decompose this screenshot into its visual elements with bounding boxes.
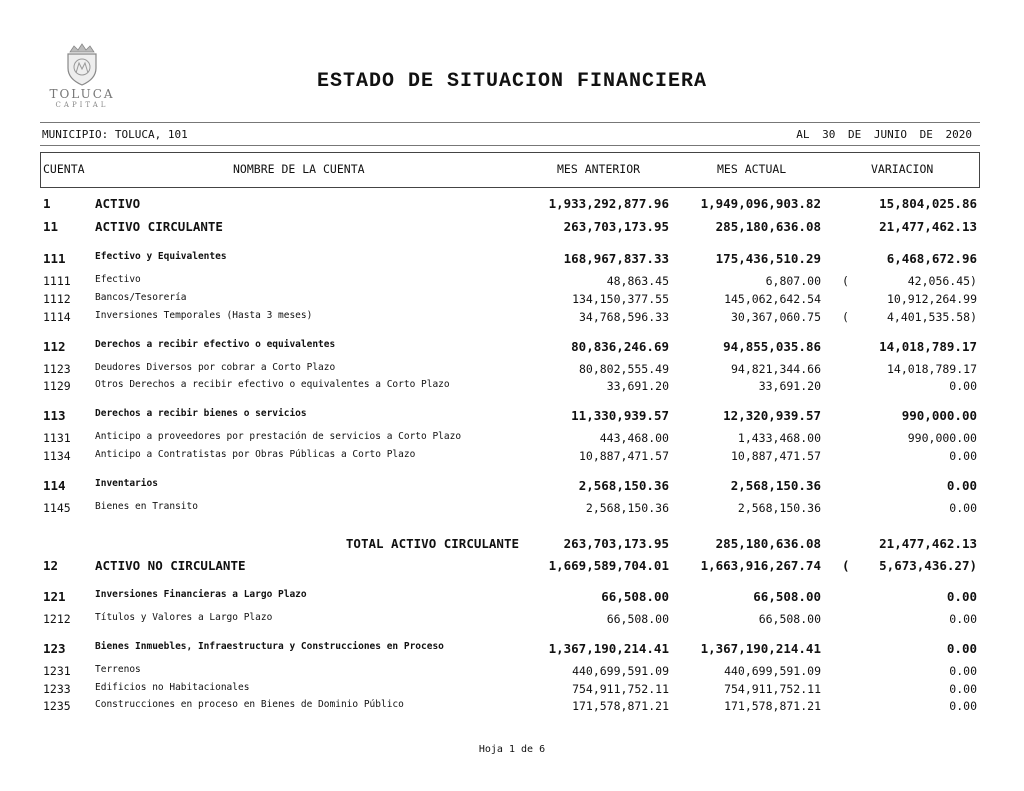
account-row (0, 478, 1024, 494)
mes-actual-value: 66,508.00 (758, 612, 821, 626)
variacion-value: 4,401,535.58) (886, 310, 977, 324)
report-date: AL 30 DE JUNIO DE 2020 (796, 128, 972, 141)
account-code: 1123 (43, 362, 71, 376)
mes-actual-value: 175,436,510.29 (715, 251, 821, 266)
account-code: 112 (43, 339, 66, 354)
account-row (0, 379, 1024, 395)
mes-anterior-value: 171,578,871.21 (572, 699, 669, 713)
variacion-value: 990,000.00 (907, 431, 977, 445)
mes-actual-value: 1,433,468.00 (737, 431, 821, 445)
column-header-nombre: NOMBRE DE LA CUENTA (233, 162, 365, 176)
mes-actual-value: 66,508.00 (753, 589, 821, 604)
mes-actual-value: 33,691.20 (758, 379, 821, 393)
account-code: 1114 (43, 310, 71, 324)
divider (40, 122, 980, 123)
account-row (0, 612, 1024, 628)
account-code: 111 (43, 251, 66, 266)
account-name: Bienes Inmuebles, Infraestructura y Construcciones en Proceso (95, 641, 444, 652)
account-row (0, 641, 1024, 657)
account-row (0, 699, 1024, 715)
account-code: 1212 (43, 612, 71, 626)
account-row (0, 501, 1024, 517)
account-name: ACTIVO CIRCULANTE (95, 219, 223, 234)
column-header-mes-anterior: MES ANTERIOR (557, 162, 641, 176)
account-code: 1134 (43, 449, 71, 463)
mes-anterior-value: 754,911,752.11 (572, 682, 669, 696)
account-name: ACTIVO NO CIRCULANTE (95, 558, 246, 573)
mes-anterior-value: 2,568,150.36 (585, 501, 669, 515)
account-row (0, 664, 1024, 680)
mes-anterior-value: 80,802,555.49 (578, 362, 669, 376)
mes-actual-value: 285,180,636.08 (715, 219, 821, 234)
variacion-value: 0.00 (949, 379, 977, 393)
account-name: Derechos a recibir bienes o servicios (95, 408, 307, 419)
account-name: Inventarios (95, 478, 158, 489)
negative-paren: ( (842, 310, 849, 324)
column-header-variacion: VARIACION (871, 162, 934, 176)
account-row (0, 339, 1024, 355)
variacion-value: 0.00 (949, 501, 977, 515)
account-code: 1145 (43, 501, 71, 515)
mes-anterior-value: 263,703,173.95 (563, 536, 669, 551)
account-name: Otros Derechos a recibir efectivo o equivalentes a Corto Plazo (95, 379, 450, 390)
account-code: 11 (43, 219, 59, 234)
mes-anterior-value: 263,703,173.95 (563, 219, 669, 234)
account-name: Terrenos (95, 664, 141, 675)
mes-actual-value: 1,949,096,903.82 (700, 196, 821, 211)
account-code: 1235 (43, 699, 71, 713)
variacion-value: 21,477,462.13 (879, 219, 977, 234)
mes-anterior-value: 33,691.20 (606, 379, 669, 393)
variacion-value: 15,804,025.86 (879, 196, 977, 211)
variacion-value: 0.00 (949, 449, 977, 463)
variacion-value: 0.00 (949, 682, 977, 696)
mes-actual-value: 1,367,190,214.41 (700, 641, 821, 656)
mes-actual-value: 145,062,642.54 (724, 292, 821, 306)
account-name: Bancos/Tesorería (95, 292, 187, 303)
account-name: Deudores Diversos por cobrar a Corto Plazo (95, 362, 336, 373)
account-row (0, 310, 1024, 326)
page-number: Hoja 1 de 6 (478, 744, 546, 755)
account-name: Inversiones Temporales (Hasta 3 meses) (95, 310, 313, 321)
account-row (0, 292, 1024, 308)
account-row (0, 589, 1024, 605)
mes-anterior-value: 1,669,589,704.01 (548, 558, 669, 573)
variacion-value: 14,018,789.17 (886, 362, 977, 376)
mes-actual-value: 10,887,471.57 (730, 449, 821, 463)
variacion-value: 14,018,789.17 (879, 339, 977, 354)
mes-actual-value: 2,568,150.36 (737, 501, 821, 515)
mes-anterior-value: 10,887,471.57 (578, 449, 669, 463)
page-title: ESTADO DE SITUACION FINANCIERA (316, 70, 708, 93)
account-name: Derechos a recibir efectivo o equivalentes (95, 339, 336, 350)
account-code: 12 (43, 558, 59, 573)
logo-subtitle: CAPITAL (55, 101, 109, 109)
account-name: TOTAL ACTIVO CIRCULANTE (345, 536, 519, 551)
variacion-value: 10,912,264.99 (886, 292, 977, 306)
negative-paren: ( (842, 274, 849, 288)
mes-actual-value: 1,663,916,267.74 (700, 558, 821, 573)
account-name: ACTIVO (95, 196, 141, 211)
mes-actual-value: 12,320,939.57 (723, 408, 821, 423)
total-row (0, 536, 1024, 552)
account-name: Inversiones Financieras a Largo Plazo (95, 589, 307, 600)
mes-actual-value: 440,699,591.09 (724, 664, 821, 678)
variacion-value: 990,000.00 (901, 408, 977, 423)
account-name: Efectivo (95, 274, 141, 285)
account-name: Edificios no Habitacionales (95, 682, 250, 693)
account-code: 113 (43, 408, 66, 423)
variacion-value: 21,477,462.13 (879, 536, 977, 551)
account-row (0, 362, 1024, 378)
mes-actual-value: 171,578,871.21 (724, 699, 821, 713)
mes-anterior-value: 443,468.00 (599, 431, 669, 445)
account-code: 1233 (43, 682, 71, 696)
account-name: Construcciones en proceso en Bienes de Dominio Público (95, 699, 404, 710)
logo-name: TOLUCA (49, 87, 115, 101)
account-code: 123 (43, 641, 66, 656)
mes-actual-value: 30,367,060.75 (730, 310, 821, 324)
account-row (0, 219, 1024, 235)
variacion-value: 0.00 (949, 612, 977, 626)
account-code: 1129 (43, 379, 71, 393)
account-row (0, 251, 1024, 267)
mes-actual-value: 754,911,752.11 (724, 682, 821, 696)
mes-anterior-value: 2,568,150.36 (578, 478, 669, 493)
account-row (0, 431, 1024, 447)
mes-actual-value: 2,568,150.36 (730, 478, 821, 493)
column-header-cuenta: CUENTA (43, 162, 85, 176)
account-code: 1 (43, 196, 51, 211)
account-code: 1111 (43, 274, 71, 288)
mes-actual-value: 6,807.00 (765, 274, 821, 288)
account-row (0, 682, 1024, 698)
account-name: Títulos y Valores a Largo Plazo (95, 612, 273, 623)
mes-anterior-value: 440,699,591.09 (572, 664, 669, 678)
variacion-value: 6,468,672.96 (886, 251, 977, 266)
variacion-value: 5,673,436.27) (879, 558, 977, 573)
column-header-mes-actual: MES ACTUAL (717, 162, 787, 176)
mes-anterior-value: 34,768,596.33 (578, 310, 669, 324)
mes-actual-value: 285,180,636.08 (715, 536, 821, 551)
mes-anterior-value: 1,933,292,877.96 (548, 196, 669, 211)
variacion-value: 0.00 (946, 589, 977, 604)
mes-anterior-value: 48,863.45 (606, 274, 669, 288)
account-name: Bienes en Transito (95, 501, 198, 512)
account-name: Anticipo a proveedores por prestación de servicios a Corto Plazo (95, 431, 462, 442)
mes-anterior-value: 11,330,939.57 (571, 408, 669, 423)
account-code: 121 (43, 589, 66, 604)
mes-anterior-value: 66,508.00 (606, 612, 669, 626)
divider (40, 145, 980, 146)
account-name: Efectivo y Equivalentes (95, 251, 227, 262)
account-name: Anticipo a Contratistas por Obras Públicas a Corto Plazo (95, 449, 416, 460)
variacion-value: 42,056.45) (907, 274, 977, 288)
variacion-value: 0.00 (946, 478, 977, 493)
mes-anterior-value: 134,150,377.55 (572, 292, 669, 306)
mes-anterior-value: 80,836,246.69 (571, 339, 669, 354)
account-row (0, 558, 1024, 574)
mes-anterior-value: 1,367,190,214.41 (548, 641, 669, 656)
account-code: 1112 (43, 292, 71, 306)
negative-paren: ( (842, 558, 850, 573)
account-code: 1131 (43, 431, 71, 445)
variacion-value: 0.00 (946, 641, 977, 656)
account-code: 114 (43, 478, 66, 493)
column-header-box (40, 152, 980, 188)
account-row (0, 196, 1024, 212)
mes-actual-value: 94,821,344.66 (730, 362, 821, 376)
account-row (0, 449, 1024, 465)
mes-anterior-value: 168,967,837.33 (563, 251, 669, 266)
municipio-label: MUNICIPIO: TOLUCA, 101 (42, 128, 188, 141)
mes-actual-value: 94,855,035.86 (723, 339, 821, 354)
account-row (0, 408, 1024, 424)
variacion-value: 0.00 (949, 699, 977, 713)
mes-anterior-value: 66,508.00 (601, 589, 669, 604)
account-row (0, 274, 1024, 290)
account-code: 1231 (43, 664, 71, 678)
variacion-value: 0.00 (949, 664, 977, 678)
